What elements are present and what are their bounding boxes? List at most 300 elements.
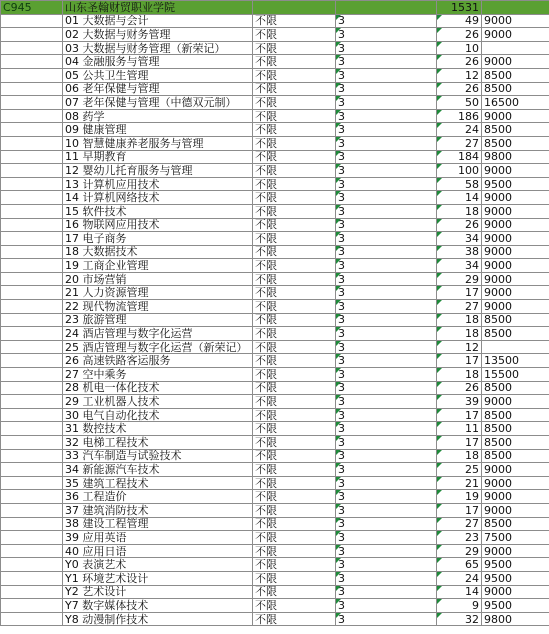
major-name-cell[interactable]: Y7 数字媒体技术 bbox=[63, 599, 253, 613]
tuition-fee-cell[interactable]: 8500 bbox=[482, 408, 549, 422]
code-cell[interactable] bbox=[1, 177, 63, 191]
tuition-fee-cell[interactable]: 9000 bbox=[482, 503, 549, 517]
major-name-cell[interactable]: 01 大数据与会计 bbox=[63, 14, 253, 28]
plan-count-cell[interactable] bbox=[437, 503, 482, 517]
code-cell[interactable] bbox=[1, 490, 63, 504]
years-cell[interactable] bbox=[336, 28, 437, 42]
header-empty-cell[interactable] bbox=[482, 1, 549, 15]
code-cell[interactable] bbox=[1, 340, 63, 354]
table-row[interactable] bbox=[1, 599, 549, 613]
major-name-cell[interactable]: 27 空中乘务 bbox=[63, 368, 253, 382]
school-code-cell[interactable]: C945 bbox=[1, 1, 63, 15]
table-row[interactable] bbox=[1, 395, 549, 409]
plan-count-cell[interactable] bbox=[437, 436, 482, 450]
code-cell[interactable] bbox=[1, 463, 63, 477]
plan-count-cell[interactable] bbox=[437, 531, 482, 545]
code-cell[interactable] bbox=[1, 55, 63, 69]
years-cell[interactable] bbox=[336, 490, 437, 504]
major-name-cell[interactable]: Y8 动漫制作技术 bbox=[63, 612, 253, 626]
tuition-fee-cell[interactable] bbox=[482, 41, 549, 55]
table-row[interactable] bbox=[1, 96, 549, 110]
tuition-fee-cell[interactable]: 9000 bbox=[482, 490, 549, 504]
header-empty-cell[interactable] bbox=[336, 1, 437, 15]
subject-limit-cell[interactable]: 不限 bbox=[253, 571, 336, 585]
subject-limit-cell[interactable]: 不限 bbox=[253, 109, 336, 123]
code-cell[interactable] bbox=[1, 327, 63, 341]
table-row[interactable] bbox=[1, 191, 549, 205]
subject-limit-cell[interactable]: 不限 bbox=[253, 368, 336, 382]
code-cell[interactable] bbox=[1, 517, 63, 531]
years-cell[interactable] bbox=[336, 503, 437, 517]
plan-count-cell[interactable] bbox=[437, 245, 482, 259]
table-row[interactable] bbox=[1, 340, 549, 354]
table-row[interactable] bbox=[1, 109, 549, 123]
code-cell[interactable] bbox=[1, 558, 63, 572]
years-cell[interactable] bbox=[336, 327, 437, 341]
major-name-cell[interactable]: 04 金融服务与管理 bbox=[63, 55, 253, 69]
subject-limit-cell[interactable]: 不限 bbox=[253, 245, 336, 259]
plan-count-cell[interactable] bbox=[437, 395, 482, 409]
plan-count-cell[interactable] bbox=[437, 109, 482, 123]
code-cell[interactable] bbox=[1, 585, 63, 599]
major-name-cell[interactable]: 13 计算机应用技术 bbox=[63, 177, 253, 191]
code-cell[interactable] bbox=[1, 571, 63, 585]
major-name-cell[interactable]: Y0 表演艺术 bbox=[63, 558, 253, 572]
subject-limit-cell[interactable]: 不限 bbox=[253, 177, 336, 191]
code-cell[interactable] bbox=[1, 150, 63, 164]
major-name-cell[interactable]: 11 早期教育 bbox=[63, 150, 253, 164]
subject-limit-cell[interactable]: 不限 bbox=[253, 476, 336, 490]
school-name-cell[interactable]: 山东圣翰财贸职业学院 bbox=[63, 1, 253, 15]
code-cell[interactable] bbox=[1, 245, 63, 259]
years-cell[interactable] bbox=[336, 368, 437, 382]
tuition-fee-cell[interactable]: 9000 bbox=[482, 164, 549, 178]
subject-limit-cell[interactable]: 不限 bbox=[253, 612, 336, 626]
table-row[interactable] bbox=[1, 517, 549, 531]
table-row[interactable] bbox=[1, 408, 549, 422]
tuition-fee-cell[interactable]: 9000 bbox=[482, 300, 549, 314]
plan-count-cell[interactable] bbox=[437, 204, 482, 218]
tuition-fee-cell[interactable]: 9800 bbox=[482, 612, 549, 626]
code-cell[interactable] bbox=[1, 82, 63, 96]
code-cell[interactable] bbox=[1, 136, 63, 150]
major-name-cell[interactable]: 17 电子商务 bbox=[63, 232, 253, 246]
code-cell[interactable] bbox=[1, 28, 63, 42]
years-cell[interactable] bbox=[336, 68, 437, 82]
table-row[interactable] bbox=[1, 490, 549, 504]
major-name-cell[interactable]: 34 新能源汽车技术 bbox=[63, 463, 253, 477]
tuition-fee-cell[interactable]: 8500 bbox=[482, 136, 549, 150]
years-cell[interactable] bbox=[336, 571, 437, 585]
table-row[interactable] bbox=[1, 232, 549, 246]
code-cell[interactable] bbox=[1, 381, 63, 395]
tuition-fee-cell[interactable]: 9500 bbox=[482, 177, 549, 191]
major-name-cell[interactable]: 21 人力资源管理 bbox=[63, 286, 253, 300]
plan-count-cell[interactable] bbox=[437, 490, 482, 504]
table-row[interactable] bbox=[1, 218, 549, 232]
years-cell[interactable] bbox=[336, 259, 437, 273]
plan-count-cell[interactable] bbox=[437, 28, 482, 42]
code-cell[interactable] bbox=[1, 68, 63, 82]
plan-count-cell[interactable] bbox=[437, 82, 482, 96]
years-cell[interactable] bbox=[336, 204, 437, 218]
code-cell[interactable] bbox=[1, 612, 63, 626]
years-cell[interactable] bbox=[336, 313, 437, 327]
years-cell[interactable] bbox=[336, 531, 437, 545]
header-empty-cell[interactable] bbox=[253, 1, 336, 15]
plan-count-cell[interactable] bbox=[437, 41, 482, 55]
plan-count-cell[interactable] bbox=[437, 476, 482, 490]
code-cell[interactable] bbox=[1, 96, 63, 110]
tuition-fee-cell[interactable]: 9000 bbox=[482, 544, 549, 558]
years-cell[interactable] bbox=[336, 300, 437, 314]
subject-limit-cell[interactable]: 不限 bbox=[253, 599, 336, 613]
plan-count-cell[interactable] bbox=[437, 585, 482, 599]
years-cell[interactable] bbox=[336, 136, 437, 150]
subject-limit-cell[interactable]: 不限 bbox=[253, 204, 336, 218]
plan-count-cell[interactable] bbox=[437, 354, 482, 368]
table-row[interactable] bbox=[1, 136, 549, 150]
subject-limit-cell[interactable]: 不限 bbox=[253, 381, 336, 395]
tuition-fee-cell[interactable]: 9500 bbox=[482, 571, 549, 585]
plan-count-cell[interactable] bbox=[437, 408, 482, 422]
plan-count-cell[interactable] bbox=[437, 517, 482, 531]
code-cell[interactable] bbox=[1, 109, 63, 123]
major-name-cell[interactable]: 05 公共卫生管理 bbox=[63, 68, 253, 82]
subject-limit-cell[interactable]: 不限 bbox=[253, 28, 336, 42]
major-name-cell[interactable]: 24 酒店管理与数字化运营 bbox=[63, 327, 253, 341]
tuition-fee-cell[interactable]: 8500 bbox=[482, 82, 549, 96]
table-row[interactable] bbox=[1, 82, 549, 96]
subject-limit-cell[interactable]: 不限 bbox=[253, 14, 336, 28]
major-name-cell[interactable]: 10 智慧健康养老服务与管理 bbox=[63, 136, 253, 150]
subject-limit-cell[interactable]: 不限 bbox=[253, 218, 336, 232]
years-cell[interactable] bbox=[336, 422, 437, 436]
plan-count-cell[interactable] bbox=[437, 599, 482, 613]
plan-count-cell[interactable] bbox=[437, 232, 482, 246]
plan-count-cell[interactable] bbox=[437, 286, 482, 300]
table-row[interactable] bbox=[1, 585, 549, 599]
major-name-cell[interactable]: 37 建筑消防技术 bbox=[63, 503, 253, 517]
subject-limit-cell[interactable]: 不限 bbox=[253, 517, 336, 531]
table-row[interactable] bbox=[1, 503, 549, 517]
subject-limit-cell[interactable]: 不限 bbox=[253, 449, 336, 463]
subject-limit-cell[interactable]: 不限 bbox=[253, 436, 336, 450]
tuition-fee-cell[interactable]: 9000 bbox=[482, 463, 549, 477]
subject-limit-cell[interactable]: 不限 bbox=[253, 354, 336, 368]
tuition-fee-cell[interactable]: 9500 bbox=[482, 558, 549, 572]
years-cell[interactable] bbox=[336, 449, 437, 463]
years-cell[interactable] bbox=[336, 245, 437, 259]
subject-limit-cell[interactable]: 不限 bbox=[253, 82, 336, 96]
subject-limit-cell[interactable]: 不限 bbox=[253, 272, 336, 286]
table-row[interactable] bbox=[1, 150, 549, 164]
plan-count-cell[interactable] bbox=[437, 55, 482, 69]
subject-limit-cell[interactable]: 不限 bbox=[253, 422, 336, 436]
tuition-fee-cell[interactable]: 9000 bbox=[482, 204, 549, 218]
table-row[interactable] bbox=[1, 544, 549, 558]
tuition-fee-cell[interactable]: 8500 bbox=[482, 436, 549, 450]
subject-limit-cell[interactable]: 不限 bbox=[253, 191, 336, 205]
tuition-fee-cell[interactable]: 9800 bbox=[482, 150, 549, 164]
code-cell[interactable] bbox=[1, 422, 63, 436]
tuition-fee-cell[interactable]: 8500 bbox=[482, 517, 549, 531]
major-name-cell[interactable]: 06 老年保健与管理 bbox=[63, 82, 253, 96]
years-cell[interactable] bbox=[336, 599, 437, 613]
years-cell[interactable] bbox=[336, 164, 437, 178]
tuition-fee-cell[interactable]: 9000 bbox=[482, 245, 549, 259]
subject-limit-cell[interactable]: 不限 bbox=[253, 55, 336, 69]
subject-limit-cell[interactable]: 不限 bbox=[253, 490, 336, 504]
years-cell[interactable] bbox=[336, 381, 437, 395]
code-cell[interactable] bbox=[1, 531, 63, 545]
tuition-fee-cell[interactable]: 9000 bbox=[482, 55, 549, 69]
subject-limit-cell[interactable]: 不限 bbox=[253, 232, 336, 246]
subject-limit-cell[interactable]: 不限 bbox=[253, 558, 336, 572]
tuition-fee-cell[interactable]: 8500 bbox=[482, 381, 549, 395]
table-row[interactable] bbox=[1, 286, 549, 300]
major-name-cell[interactable]: 09 健康管理 bbox=[63, 123, 253, 137]
major-name-cell[interactable]: 03 大数据与财务管理（新荣记） bbox=[63, 41, 253, 55]
plan-count-cell[interactable] bbox=[437, 340, 482, 354]
years-cell[interactable] bbox=[336, 612, 437, 626]
years-cell[interactable] bbox=[336, 232, 437, 246]
years-cell[interactable] bbox=[336, 177, 437, 191]
tuition-fee-cell[interactable]: 8500 bbox=[482, 449, 549, 463]
subject-limit-cell[interactable]: 不限 bbox=[253, 96, 336, 110]
subject-limit-cell[interactable]: 不限 bbox=[253, 503, 336, 517]
major-name-cell[interactable]: 26 高速铁路客运服务 bbox=[63, 354, 253, 368]
plan-count-cell[interactable] bbox=[437, 136, 482, 150]
table-row[interactable] bbox=[1, 204, 549, 218]
major-name-cell[interactable]: 39 应用英语 bbox=[63, 531, 253, 545]
years-cell[interactable] bbox=[336, 408, 437, 422]
table-row[interactable] bbox=[1, 55, 549, 69]
major-name-cell[interactable]: Y2 艺术设计 bbox=[63, 585, 253, 599]
plan-count-cell[interactable] bbox=[437, 164, 482, 178]
subject-limit-cell[interactable]: 不限 bbox=[253, 544, 336, 558]
subject-limit-cell[interactable]: 不限 bbox=[253, 531, 336, 545]
tuition-fee-cell[interactable]: 9000 bbox=[482, 286, 549, 300]
code-cell[interactable] bbox=[1, 164, 63, 178]
code-cell[interactable] bbox=[1, 272, 63, 286]
code-cell[interactable] bbox=[1, 436, 63, 450]
years-cell[interactable] bbox=[336, 41, 437, 55]
years-cell[interactable] bbox=[336, 558, 437, 572]
table-row[interactable] bbox=[1, 164, 549, 178]
plan-count-cell[interactable] bbox=[437, 123, 482, 137]
years-cell[interactable] bbox=[336, 82, 437, 96]
plan-count-cell[interactable] bbox=[437, 177, 482, 191]
major-name-cell[interactable]: 40 应用日语 bbox=[63, 544, 253, 558]
code-cell[interactable] bbox=[1, 204, 63, 218]
years-cell[interactable] bbox=[336, 544, 437, 558]
school-total-cell[interactable]: 1531 bbox=[437, 1, 482, 15]
tuition-fee-cell[interactable]: 9000 bbox=[482, 272, 549, 286]
tuition-fee-cell[interactable]: 9000 bbox=[482, 259, 549, 273]
subject-limit-cell[interactable]: 不限 bbox=[253, 585, 336, 599]
major-name-cell[interactable]: 22 现代物流管理 bbox=[63, 300, 253, 314]
plan-count-cell[interactable] bbox=[437, 313, 482, 327]
plan-count-cell[interactable] bbox=[437, 218, 482, 232]
tuition-fee-cell[interactable]: 9000 bbox=[482, 395, 549, 409]
code-cell[interactable] bbox=[1, 191, 63, 205]
table-row[interactable] bbox=[1, 259, 549, 273]
plan-count-cell[interactable] bbox=[437, 272, 482, 286]
major-name-cell[interactable]: 02 大数据与财务管理 bbox=[63, 28, 253, 42]
code-cell[interactable] bbox=[1, 14, 63, 28]
major-name-cell[interactable]: 25 酒店管理与数字化运营（新荣记） bbox=[63, 340, 253, 354]
plan-count-cell[interactable] bbox=[437, 558, 482, 572]
subject-limit-cell[interactable]: 不限 bbox=[253, 41, 336, 55]
plan-count-cell[interactable] bbox=[437, 327, 482, 341]
tuition-fee-cell[interactable]: 8500 bbox=[482, 422, 549, 436]
table-row[interactable] bbox=[1, 272, 549, 286]
code-cell[interactable] bbox=[1, 395, 63, 409]
subject-limit-cell[interactable]: 不限 bbox=[253, 164, 336, 178]
code-cell[interactable] bbox=[1, 354, 63, 368]
table-row[interactable] bbox=[1, 531, 549, 545]
years-cell[interactable] bbox=[336, 340, 437, 354]
years-cell[interactable] bbox=[336, 14, 437, 28]
plan-count-cell[interactable] bbox=[437, 422, 482, 436]
subject-limit-cell[interactable]: 不限 bbox=[253, 68, 336, 82]
tuition-fee-cell[interactable]: 9000 bbox=[482, 218, 549, 232]
years-cell[interactable] bbox=[336, 517, 437, 531]
years-cell[interactable] bbox=[336, 585, 437, 599]
table-row[interactable] bbox=[1, 612, 549, 626]
code-cell[interactable] bbox=[1, 232, 63, 246]
table-row[interactable] bbox=[1, 463, 549, 477]
years-cell[interactable] bbox=[336, 109, 437, 123]
years-cell[interactable] bbox=[336, 463, 437, 477]
major-name-cell[interactable]: Y1 环境艺术设计 bbox=[63, 571, 253, 585]
code-cell[interactable] bbox=[1, 123, 63, 137]
table-row[interactable] bbox=[1, 381, 549, 395]
table-row[interactable] bbox=[1, 123, 549, 137]
code-cell[interactable] bbox=[1, 476, 63, 490]
subject-limit-cell[interactable]: 不限 bbox=[253, 286, 336, 300]
table-row[interactable] bbox=[1, 422, 549, 436]
tuition-fee-cell[interactable]: 8500 bbox=[482, 68, 549, 82]
major-name-cell[interactable]: 36 工程造价 bbox=[63, 490, 253, 504]
major-name-cell[interactable]: 29 工业机器人技术 bbox=[63, 395, 253, 409]
subject-limit-cell[interactable]: 不限 bbox=[253, 259, 336, 273]
major-name-cell[interactable]: 32 电梯工程技术 bbox=[63, 436, 253, 450]
major-name-cell[interactable]: 16 物联网应用技术 bbox=[63, 218, 253, 232]
plan-count-cell[interactable] bbox=[437, 368, 482, 382]
tuition-fee-cell[interactable]: 9000 bbox=[482, 109, 549, 123]
major-name-cell[interactable]: 30 电气自动化技术 bbox=[63, 408, 253, 422]
major-name-cell[interactable]: 07 老年保健与管理（中德双元制） bbox=[63, 96, 253, 110]
code-cell[interactable] bbox=[1, 599, 63, 613]
major-name-cell[interactable]: 20 市场营销 bbox=[63, 272, 253, 286]
plan-count-cell[interactable] bbox=[437, 449, 482, 463]
years-cell[interactable] bbox=[336, 286, 437, 300]
years-cell[interactable] bbox=[336, 150, 437, 164]
code-cell[interactable] bbox=[1, 286, 63, 300]
major-name-cell[interactable]: 31 数控技术 bbox=[63, 422, 253, 436]
table-row[interactable] bbox=[1, 177, 549, 191]
plan-count-cell[interactable] bbox=[437, 191, 482, 205]
tuition-fee-cell[interactable]: 9000 bbox=[482, 191, 549, 205]
subject-limit-cell[interactable]: 不限 bbox=[253, 136, 336, 150]
subject-limit-cell[interactable]: 不限 bbox=[253, 313, 336, 327]
tuition-fee-cell[interactable]: 7500 bbox=[482, 531, 549, 545]
years-cell[interactable] bbox=[336, 272, 437, 286]
subject-limit-cell[interactable]: 不限 bbox=[253, 408, 336, 422]
tuition-fee-cell[interactable]: 16500 bbox=[482, 96, 549, 110]
plan-count-cell[interactable] bbox=[437, 463, 482, 477]
table-row[interactable] bbox=[1, 28, 549, 42]
school-header-row[interactable] bbox=[1, 1, 549, 15]
subject-limit-cell[interactable]: 不限 bbox=[253, 340, 336, 354]
code-cell[interactable] bbox=[1, 300, 63, 314]
table-row[interactable] bbox=[1, 245, 549, 259]
tuition-fee-cell[interactable]: 9000 bbox=[482, 585, 549, 599]
code-cell[interactable] bbox=[1, 408, 63, 422]
plan-count-cell[interactable] bbox=[437, 544, 482, 558]
tuition-fee-cell[interactable]: 9000 bbox=[482, 14, 549, 28]
code-cell[interactable] bbox=[1, 259, 63, 273]
plan-count-cell[interactable] bbox=[437, 259, 482, 273]
table-row[interactable] bbox=[1, 436, 549, 450]
years-cell[interactable] bbox=[336, 476, 437, 490]
major-name-cell[interactable]: 18 大数据技术 bbox=[63, 245, 253, 259]
tuition-fee-cell[interactable]: 9500 bbox=[482, 599, 549, 613]
tuition-fee-cell[interactable]: 8500 bbox=[482, 327, 549, 341]
table-row[interactable] bbox=[1, 41, 549, 55]
plan-count-cell[interactable] bbox=[437, 150, 482, 164]
table-row[interactable] bbox=[1, 476, 549, 490]
subject-limit-cell[interactable]: 不限 bbox=[253, 150, 336, 164]
major-name-cell[interactable]: 28 机电一体化技术 bbox=[63, 381, 253, 395]
plan-count-cell[interactable] bbox=[437, 571, 482, 585]
code-cell[interactable] bbox=[1, 368, 63, 382]
major-name-cell[interactable]: 35 建筑工程技术 bbox=[63, 476, 253, 490]
plan-count-cell[interactable] bbox=[437, 381, 482, 395]
plan-count-cell[interactable] bbox=[437, 96, 482, 110]
code-cell[interactable] bbox=[1, 218, 63, 232]
years-cell[interactable] bbox=[336, 123, 437, 137]
plan-count-cell[interactable] bbox=[437, 300, 482, 314]
plan-count-cell[interactable] bbox=[437, 14, 482, 28]
years-cell[interactable] bbox=[336, 96, 437, 110]
subject-limit-cell[interactable]: 不限 bbox=[253, 300, 336, 314]
table-row[interactable] bbox=[1, 300, 549, 314]
table-row[interactable] bbox=[1, 558, 549, 572]
code-cell[interactable] bbox=[1, 503, 63, 517]
tuition-fee-cell[interactable]: 13500 bbox=[482, 354, 549, 368]
plan-count-cell[interactable] bbox=[437, 612, 482, 626]
major-name-cell[interactable]: 14 计算机网络技术 bbox=[63, 191, 253, 205]
plan-count-cell[interactable] bbox=[437, 68, 482, 82]
table-row[interactable] bbox=[1, 368, 549, 382]
major-name-cell[interactable]: 15 软件技术 bbox=[63, 204, 253, 218]
major-name-cell[interactable]: 19 工商企业管理 bbox=[63, 259, 253, 273]
subject-limit-cell[interactable]: 不限 bbox=[253, 327, 336, 341]
table-row[interactable] bbox=[1, 68, 549, 82]
major-name-cell[interactable]: 38 建设工程管理 bbox=[63, 517, 253, 531]
tuition-fee-cell[interactable]: 8500 bbox=[482, 313, 549, 327]
tuition-fee-cell[interactable]: 9000 bbox=[482, 232, 549, 246]
code-cell[interactable] bbox=[1, 313, 63, 327]
code-cell[interactable] bbox=[1, 544, 63, 558]
years-cell[interactable] bbox=[336, 354, 437, 368]
tuition-fee-cell[interactable]: 8500 bbox=[482, 123, 549, 137]
tuition-fee-cell[interactable]: 9000 bbox=[482, 28, 549, 42]
table-row[interactable] bbox=[1, 449, 549, 463]
